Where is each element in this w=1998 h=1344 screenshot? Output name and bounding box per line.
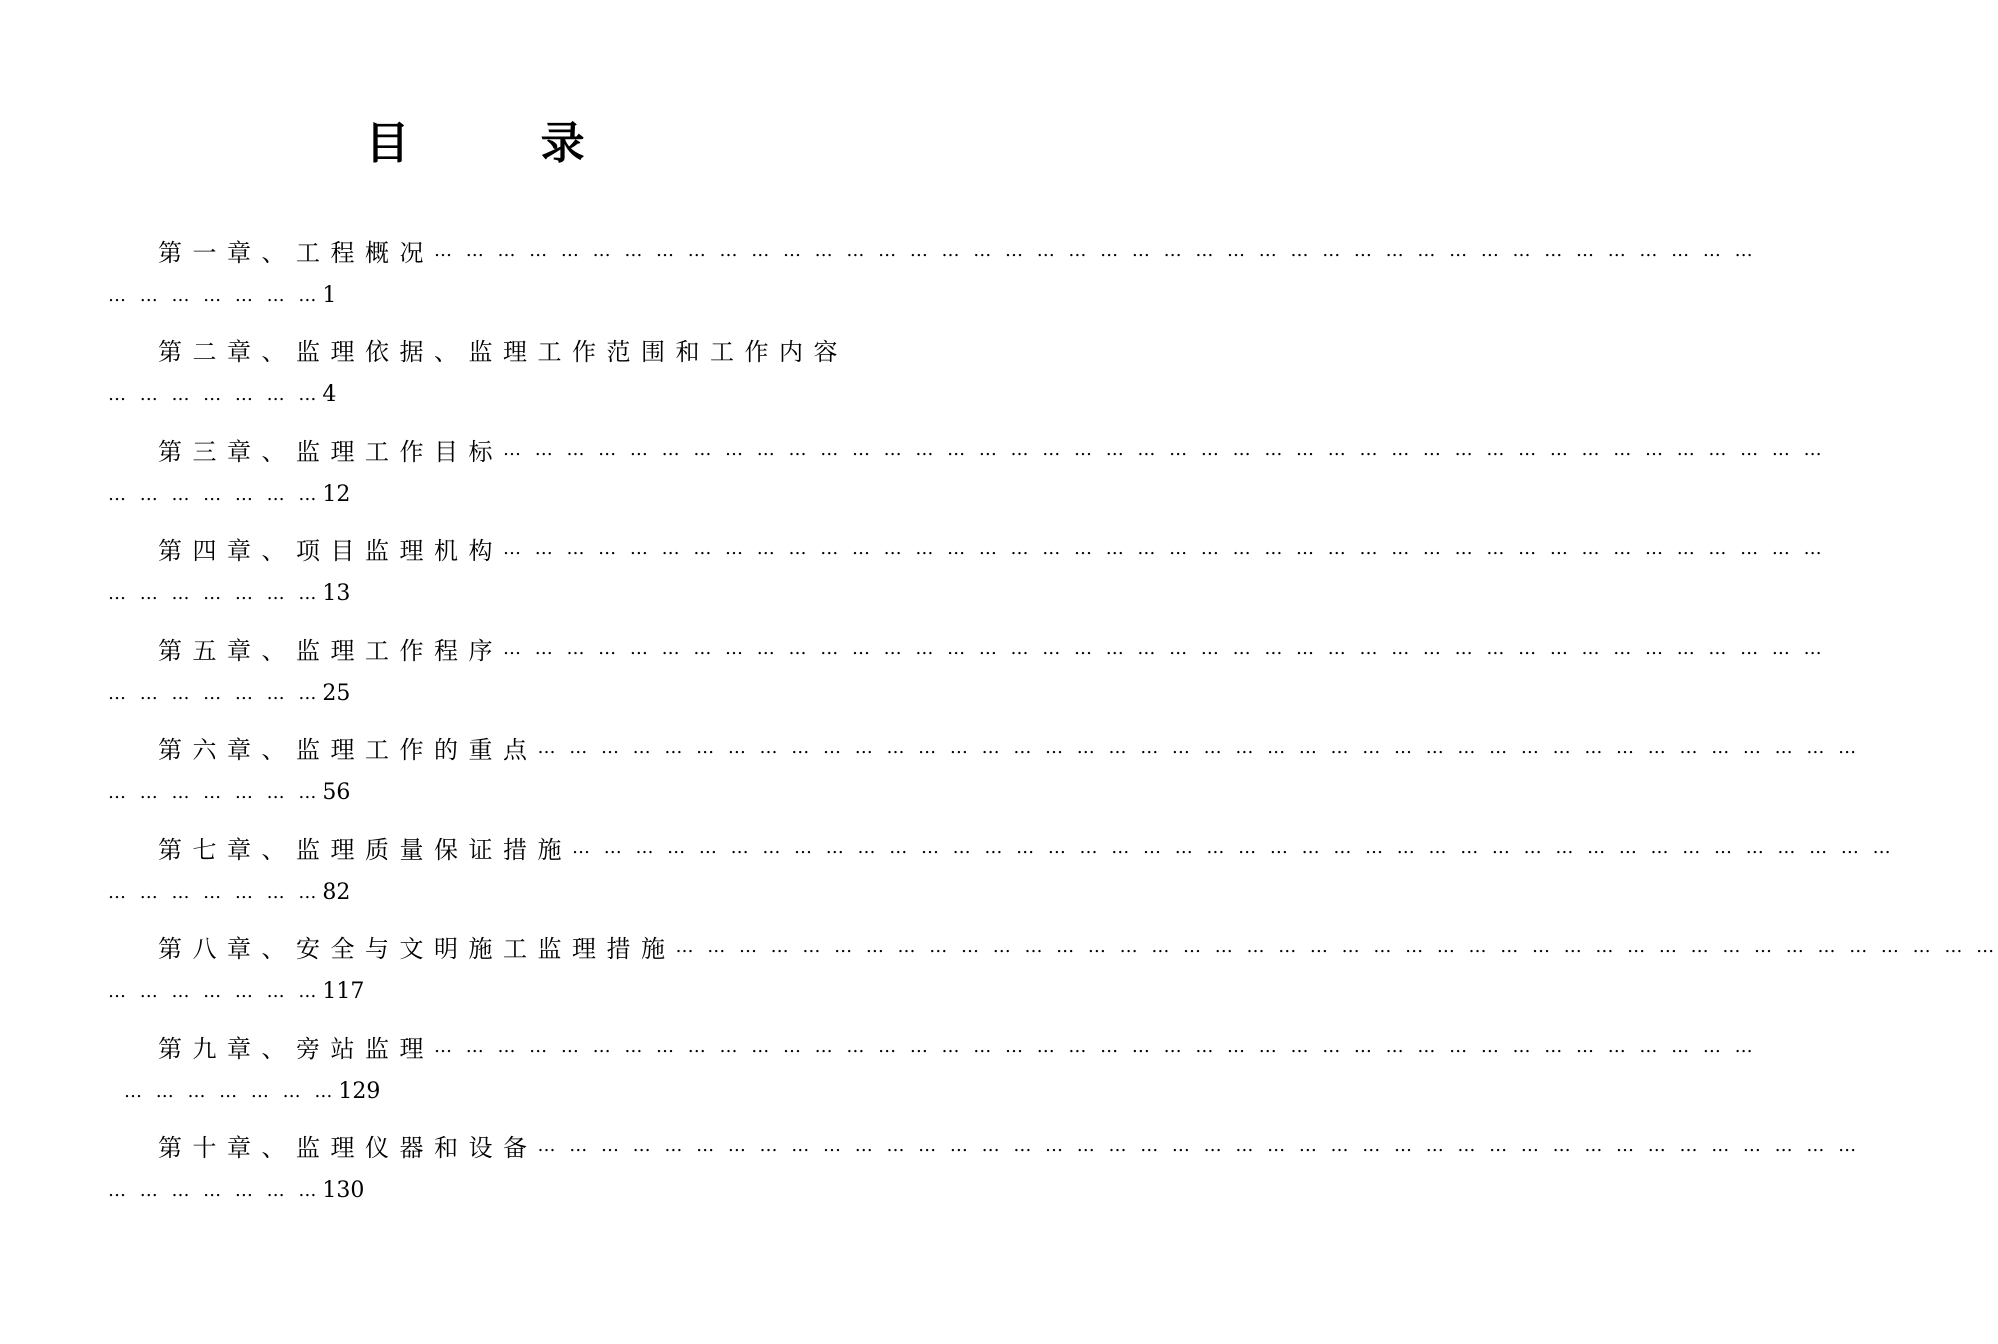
toc-page-number: 82 [322,879,351,905]
dot-leader: … … … … … … … … … … … … … … … … … … … … … … … … … … … … … … … … … … … … … … … … … … [537,1135,1861,1156]
dot-leader: … … … … … … … … … … … … … … … … … … … … … … … … … … … … … … … … … … … … … … … … … … [434,1035,1757,1057]
toc-entry-title: 第七章、监理质量保证措施 [158,835,572,864]
toc-entry-title: 第十章、监理仪器和设备 [158,1134,538,1162]
toc-page-number: 25 [322,680,351,706]
toc-page-number: 130 [322,1178,365,1203]
dot-leader: … … … … … … … [124,1080,337,1102]
toc-entry-6[interactable] [108,720,1861,820]
dot-leader: … … … … … … … [108,782,321,803]
dot-leader: … … … … … … … … … … … … … … … … … … … … … … … … … … … … … … … … … … … … … … … … … … [572,836,1895,858]
toc-page-number: 13 [322,581,351,606]
toc-page-number: 129 [338,1078,381,1104]
toc-entry-1[interactable] [108,222,1757,322]
toc-entry-title: 第六章、监理工作的重点 [158,736,538,764]
toc-entry-5[interactable] [108,620,1826,720]
dot-leader: … … … … … … … [108,384,321,405]
toc-entry-title: 第九章、旁站监理 [158,1034,434,1063]
toc-entry-4[interactable] [108,521,1826,621]
toc-entry-3[interactable] [108,421,1826,521]
dot-leader: … … … … … … … … … … … … … … … … … … … … … … … … … … … … … … … … … … … … … … … … … … [503,637,1826,659]
toc-entry-title: 第一章、工程概况 [158,238,434,267]
dot-leader: … … … … … … … … … … … … … … … … … … … … … … … … … … … … … … … … … … … … … … … … … … [434,239,1757,261]
dot-leader: … … … … … … … … … … … … … … … … … … … … … … … … … … … … … … … … … … … … … … … … … … [503,538,1826,559]
table-of-contents [108,222,1998,1217]
toc-entry-title: 第五章、监理工作程序 [158,636,503,665]
dot-leader: … … … … … … … [108,1180,321,1201]
toc-page-number: 56 [322,780,351,805]
dot-leader: … … … … … … … [108,284,321,306]
toc-entry-title: 第三章、监理工作目标 [158,437,503,466]
toc-entry-2[interactable] [108,322,848,422]
toc-entry-title: 第二章、监理依据、监理工作范围和工作内容 [158,338,848,366]
toc-page-number: 12 [322,481,351,507]
dot-leader: … … … … … … … … … … … … … … … … … … … … … … … … … … … … … … … … … … … … … … … … … … [537,737,1861,758]
dot-leader: … … … … … … … [108,483,321,505]
toc-entry-title: 第八章、安全与文明施工监理措施 [158,935,676,963]
toc-page-number: 1 [322,282,337,308]
dot-leader: … … … … … … … [108,981,321,1002]
dot-leader: … … … … … … … [108,583,321,604]
dot-leader: … … … … … … … [108,881,321,903]
toc-page-number: 4 [322,382,337,407]
toc-entry-title: 第四章、项目监理机构 [158,537,503,565]
dot-leader: … … … … … … … … … … … … … … … … … … … … … … … … … … … … … … … … … … … … … … … … … … [503,438,1826,460]
dot-leader: … … … … … … … [108,682,321,704]
toc-entry-7[interactable] [108,819,1895,919]
page-title: 目 录 [365,118,643,169]
dot-leader: … … … … … … … … … … … … … … … … … … … … … … … … … … … … … … … … … … … … … … … … … … [675,936,1998,957]
toc-page-number: 117 [322,979,365,1004]
toc-entry-10[interactable] [108,1118,1861,1218]
toc-entry-9[interactable] [108,1018,1757,1118]
toc-entry-8[interactable] [108,919,1998,1019]
